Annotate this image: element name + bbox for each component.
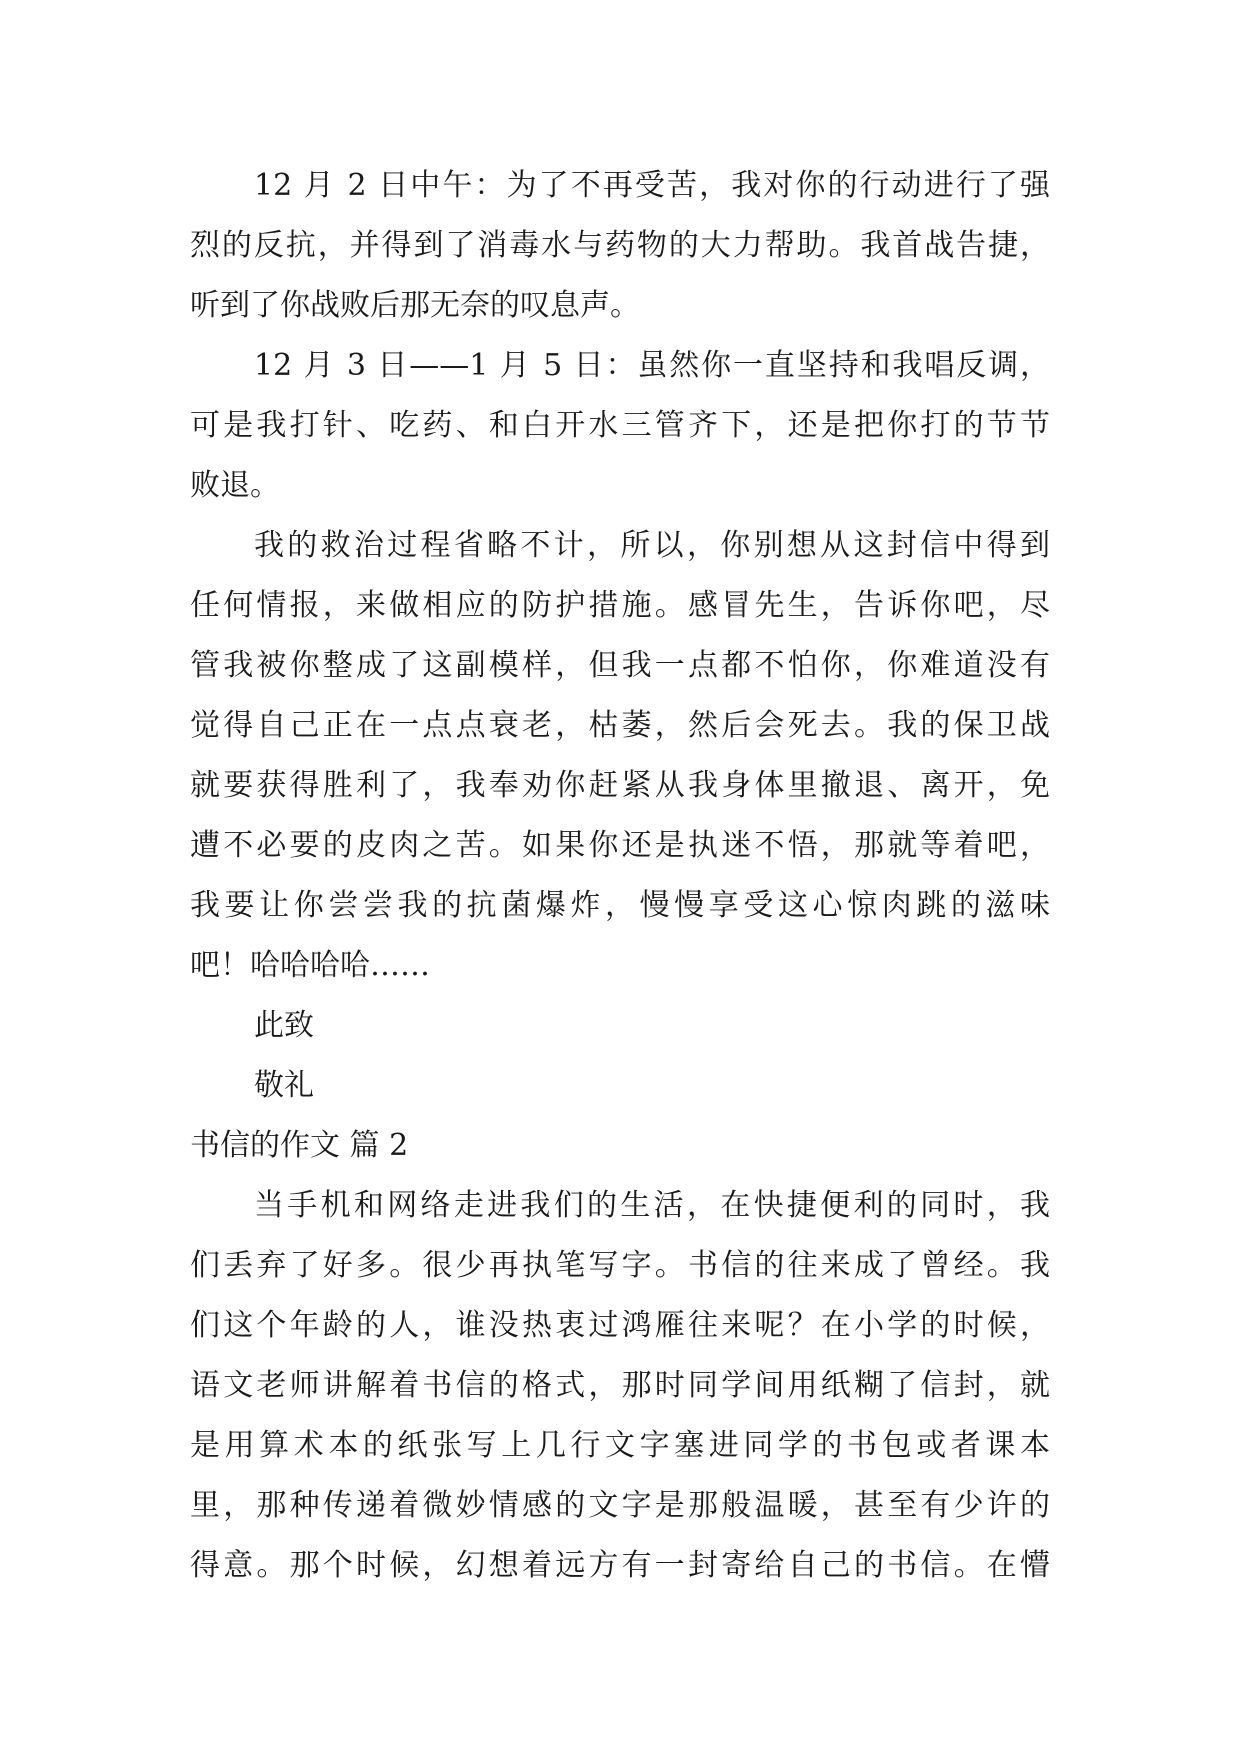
closing-line: 敬礼: [254, 1068, 314, 1103]
paragraph-line: 吧！哈哈哈哈……: [190, 948, 430, 983]
paragraph-line: 遭不必要的皮肉之苦。如果你还是执迷不悟，那就等着吧，: [190, 828, 1050, 863]
paragraph-line: 烈的反抗，并得到了消毒水与药物的大力帮助。我首战告捷，: [190, 228, 1050, 263]
paragraph-line: 就要获得胜利了，我奉劝你赶紧从我身体里撤退、离开，免: [190, 768, 1050, 803]
paragraph-line: 我的救治过程省略不计，所以，你别想从这封信中得到: [254, 528, 1050, 563]
paragraph-line: 们这个年龄的人，谁没热衷过鸿雁往来呢？在小学的时候，: [190, 1308, 1050, 1343]
paragraph-line: 可是我打针、吃药、和白开水三管齐下，还是把你打的节节: [190, 408, 1050, 443]
paragraph-line: 听到了你战败后那无奈的叹息声。: [190, 288, 640, 323]
section-heading: 书信的作文 篇 2: [190, 1128, 409, 1163]
paragraph-line: 觉得自己正在一点点衰老，枯萎，然后会死去。我的保卫战: [190, 708, 1050, 743]
paragraph-line: 败退。: [190, 468, 280, 503]
paragraph-line: 管我被你整成了这副模样，但我一点都不怕你，你难道没有: [190, 648, 1050, 683]
paragraph-line: 任何情报，来做相应的防护措施。感冒先生，告诉你吧，尽: [190, 588, 1050, 623]
paragraph-line: 我要让你尝尝我的抗菌爆炸，慢慢享受这心惊肉跳的滋味: [190, 888, 1050, 923]
paragraph-line: 里，那种传递着微妙情感的文字是那般温暖，甚至有少许的: [190, 1488, 1050, 1523]
paragraph-line: 当手机和网络走进我们的生活，在快捷便利的同时，我: [254, 1188, 1050, 1223]
paragraph-line: 们丢弃了好多。很少再执笔写字。书信的往来成了曾经。我: [190, 1248, 1050, 1283]
closing-line: 此致: [254, 1008, 314, 1043]
paragraph-line: 得意。那个时候，幻想着远方有一封寄给自己的书信。在懵: [190, 1548, 1050, 1583]
paragraph-line: 语文老师讲解着书信的格式，那时同学间用纸糊了信封，就: [190, 1368, 1050, 1403]
paragraph-line: 是用算术本的纸张写上几行文字塞进同学的书包或者课本: [190, 1428, 1050, 1463]
paragraph-line: 12 月 3 日——1 月 5 日：虽然你一直坚持和我唱反调，: [254, 348, 1050, 383]
paragraph-line: 12 月 2 日中午：为了不再受苦，我对你的行动进行了强: [254, 168, 1050, 203]
